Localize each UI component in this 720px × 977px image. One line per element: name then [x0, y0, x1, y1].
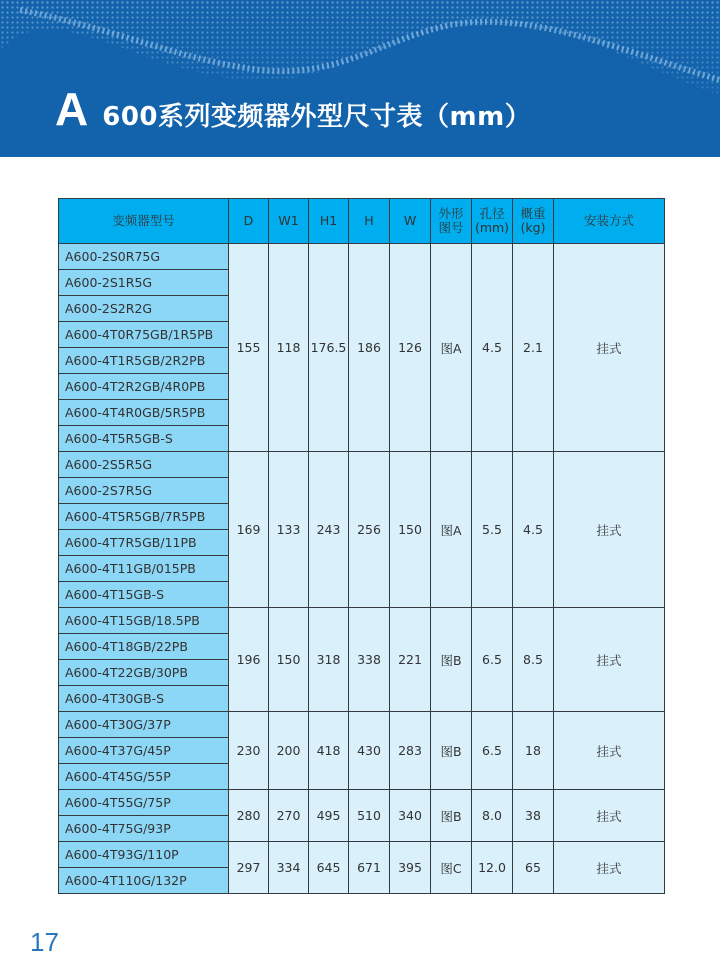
d-cell: 297	[229, 842, 269, 894]
d-cell: 169	[229, 452, 269, 608]
model-cell: A600-4T22GB/30PB	[59, 660, 229, 686]
table-row	[59, 244, 665, 270]
model-cell: A600-2S2R2G	[59, 296, 229, 322]
model-cell: A600-4T75G/93P	[59, 816, 229, 842]
col-header-d: D	[229, 199, 269, 244]
table-row	[59, 842, 665, 868]
col-header-h1: H1	[309, 199, 349, 244]
mount-cell: 挂式	[554, 244, 665, 452]
model-cell: A600-4T7R5GB/11PB	[59, 530, 229, 556]
table-row	[59, 452, 665, 478]
mount-cell: 挂式	[554, 608, 665, 712]
page-number: 17	[30, 927, 59, 957]
model-cell: A600-4T18GB/22PB	[59, 634, 229, 660]
model-cell: A600-4T2R2GB/4R0PB	[59, 374, 229, 400]
weight-cell: 8.5	[513, 608, 554, 712]
col-header-figure	[431, 199, 472, 244]
d-cell: 196	[229, 608, 269, 712]
model-cell: A600-4T55G/75P	[59, 790, 229, 816]
figure-cell: 图B	[431, 790, 472, 842]
weight-cell: 65	[513, 842, 554, 894]
model-cell: A600-4T45G/55P	[59, 764, 229, 790]
col-header-figure-line1: 外形	[438, 206, 464, 221]
title-text: 600系列变频器外型尺寸表（mm）	[102, 102, 532, 132]
col-header-weight-line2: (kg)	[520, 220, 546, 235]
figure-cell: 图A	[431, 452, 472, 608]
header-banner	[0, 0, 720, 157]
page-title	[55, 82, 531, 136]
table-row	[59, 608, 665, 634]
model-cell: A600-4T5R5GB-S	[59, 426, 229, 452]
figure-cell: 图A	[431, 244, 472, 452]
w1-cell: 150	[269, 608, 309, 712]
w1-cell: 334	[269, 842, 309, 894]
weight-cell: 18	[513, 712, 554, 790]
model-cell: A600-4T37G/45P	[59, 738, 229, 764]
model-cell: A600-4T1R5GB/2R2PB	[59, 348, 229, 374]
d-cell: 230	[229, 712, 269, 790]
w1-cell: 118	[269, 244, 309, 452]
model-cell: A600-2S1R5G	[59, 270, 229, 296]
h1-cell: 418	[309, 712, 349, 790]
figure-cell: 图B	[431, 608, 472, 712]
hole-cell: 6.5	[472, 608, 513, 712]
model-cell: A600-2S5R5G	[59, 452, 229, 478]
table-row	[59, 712, 665, 738]
title-letter: A	[55, 83, 89, 135]
col-header-weight	[513, 199, 554, 244]
w-cell: 283	[390, 712, 431, 790]
weight-cell: 4.5	[513, 452, 554, 608]
table-row	[59, 790, 665, 816]
w-cell: 340	[390, 790, 431, 842]
model-cell: A600-4T0R75GB/1R5PB	[59, 322, 229, 348]
figure-cell: 图B	[431, 712, 472, 790]
table-header-row	[59, 199, 665, 244]
col-header-mount: 安装方式	[554, 199, 665, 244]
hole-cell: 5.5	[472, 452, 513, 608]
h-cell: 186	[349, 244, 390, 452]
col-header-figure-line2: 图号	[438, 220, 464, 235]
w-cell: 221	[390, 608, 431, 712]
hole-cell: 12.0	[472, 842, 513, 894]
w-cell: 395	[390, 842, 431, 894]
h1-cell: 645	[309, 842, 349, 894]
dimension-table	[58, 198, 665, 894]
col-header-hole-line2: (mm)	[474, 220, 510, 235]
w-cell: 126	[390, 244, 431, 452]
model-cell: A600-2S7R5G	[59, 478, 229, 504]
h-cell: 256	[349, 452, 390, 608]
h1-cell: 495	[309, 790, 349, 842]
weight-cell: 2.1	[513, 244, 554, 452]
col-header-model: 变频器型号	[59, 199, 229, 244]
model-cell: A600-4T15GB-S	[59, 582, 229, 608]
model-cell: A600-4T4R0GB/5R5PB	[59, 400, 229, 426]
d-cell: 280	[229, 790, 269, 842]
col-header-weight-line1: 概重	[520, 206, 546, 221]
mount-cell: 挂式	[554, 452, 665, 608]
hole-cell: 8.0	[472, 790, 513, 842]
h1-cell: 318	[309, 608, 349, 712]
hole-cell: 4.5	[472, 244, 513, 452]
col-header-h: H	[349, 199, 390, 244]
model-cell: A600-4T15GB/18.5PB	[59, 608, 229, 634]
w-cell: 150	[390, 452, 431, 608]
h-cell: 430	[349, 712, 390, 790]
model-cell: A600-4T110G/132P	[59, 868, 229, 894]
model-cell: A600-4T30GB-S	[59, 686, 229, 712]
d-cell: 155	[229, 244, 269, 452]
mount-cell: 挂式	[554, 712, 665, 790]
h-cell: 510	[349, 790, 390, 842]
h-cell: 338	[349, 608, 390, 712]
h1-cell: 176.5	[309, 244, 349, 452]
model-cell: A600-2S0R75G	[59, 244, 229, 270]
hole-cell: 6.5	[472, 712, 513, 790]
model-cell: A600-4T11GB/015PB	[59, 556, 229, 582]
col-header-w: W	[390, 199, 431, 244]
mount-cell: 挂式	[554, 790, 665, 842]
w1-cell: 133	[269, 452, 309, 608]
figure-cell: 图C	[431, 842, 472, 894]
model-cell: A600-4T5R5GB/7R5PB	[59, 504, 229, 530]
model-cell: A600-4T93G/110P	[59, 842, 229, 868]
mount-cell: 挂式	[554, 842, 665, 894]
h-cell: 671	[349, 842, 390, 894]
h1-cell: 243	[309, 452, 349, 608]
col-header-w1: W1	[269, 199, 309, 244]
model-cell: A600-4T30G/37P	[59, 712, 229, 738]
w1-cell: 270	[269, 790, 309, 842]
col-header-hole	[472, 199, 513, 244]
col-header-hole-line1: 孔径	[479, 206, 505, 221]
w1-cell: 200	[269, 712, 309, 790]
weight-cell: 38	[513, 790, 554, 842]
